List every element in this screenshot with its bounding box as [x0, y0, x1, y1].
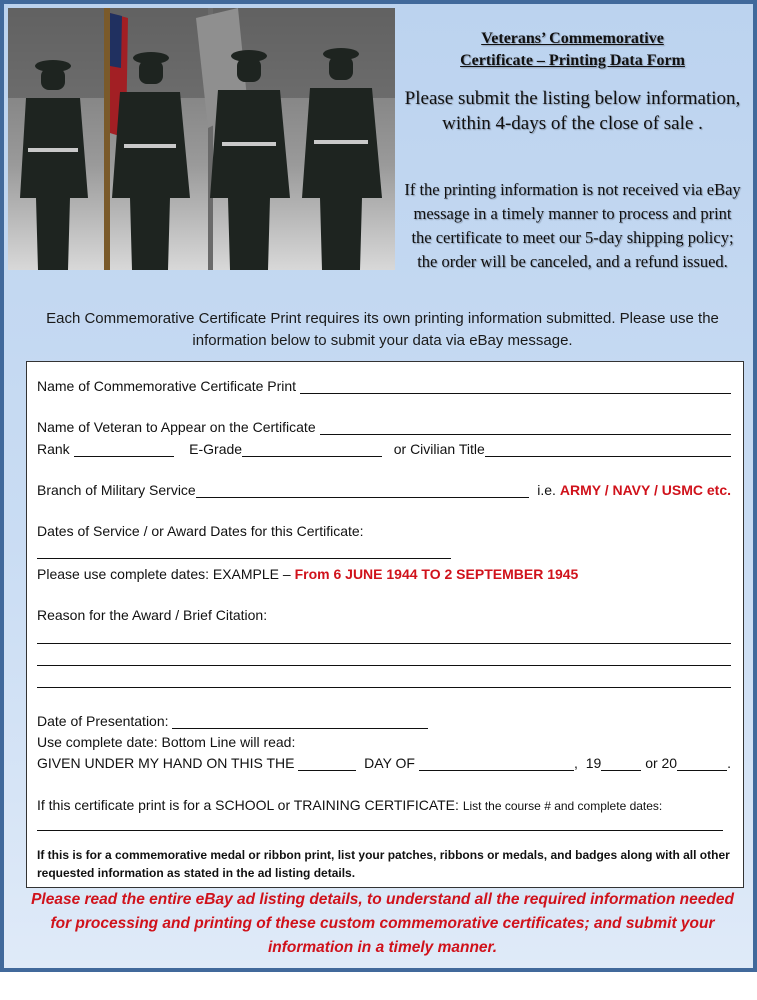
month-field[interactable] — [419, 757, 574, 771]
presentation-label: Date of Presentation: — [37, 713, 169, 729]
reason-line[interactable] — [37, 643, 731, 644]
year-20-field[interactable] — [677, 757, 727, 771]
branch-example: ARMY / NAVY / USMC etc. — [559, 482, 731, 498]
cert-name-field[interactable] — [300, 380, 731, 394]
branch-label: Branch of Military Service — [37, 482, 196, 498]
rank-label: Rank — [37, 441, 70, 457]
honor-guard-photo — [8, 8, 395, 270]
comma: , — [574, 755, 578, 771]
page-title — [404, 28, 741, 72]
year-19-label: 19 — [585, 755, 602, 771]
rank-field[interactable] — [74, 443, 174, 457]
school-label: If this certificate print is for a SCHOOL or TRAINING CERTIFICATE: — [37, 797, 459, 813]
school-hint: List the course # and complete dates: — [462, 799, 663, 813]
reason-line[interactable] — [37, 665, 731, 666]
branch-ie: i.e. — [537, 482, 556, 498]
egrade-field[interactable] — [242, 443, 382, 457]
title-line-1: Veterans’ Commemorative — [481, 30, 664, 47]
cert-name-label: Name of Commemorative Certificate Print — [37, 378, 297, 394]
dates-field[interactable] — [37, 558, 451, 559]
egrade-label: E-Grade — [189, 441, 243, 457]
school-field[interactable] — [37, 830, 723, 831]
intro-text: Each Commemorative Certificate Print requires its own printing information submitted. Please use the information below to submit your data via eBay message. — [46, 310, 719, 349]
civilian-title-field[interactable] — [485, 443, 731, 457]
given-label: GIVEN UNDER MY HAND ON THIS THE — [37, 755, 295, 771]
footer-warning: Please read the entire eBay ad listing details, to understand all the required information needed for processing and printing of these custom commemorative certificates; and submit your information in a timely manner. — [31, 891, 734, 956]
veteran-name-label: Name of Veteran to Appear on the Certificate — [37, 419, 316, 435]
dates-hint: Please use complete dates: EXAMPLE – — [37, 566, 291, 582]
reason-label: Reason for the Award / Brief Citation: — [37, 607, 268, 623]
medal-note: If this is for a commemorative medal or ribbon print, list your patches, ribbons or medals, and badges along with all other requested information as stated in the ad listing details. — [37, 848, 730, 880]
veteran-name-field[interactable] — [320, 421, 731, 435]
day-of-label: DAY OF — [364, 755, 415, 771]
submit-instruction: Please submit the listing below information, within 4-days of the close of sale . — [404, 88, 741, 134]
form-box — [26, 361, 744, 888]
shipping-notice: If the printing information is not received via eBay message in a timely manner to process and print the certificate to meet our 5-day shipping policy; the order will be canceled, and a refund issued. — [404, 180, 741, 271]
presentation-field[interactable] — [172, 715, 428, 729]
title-line-2: Certificate – Printing Data Form — [460, 52, 685, 69]
reason-line[interactable] — [37, 687, 731, 688]
bottom-line-label: Use complete date: Bottom Line will read: — [37, 734, 296, 750]
dates-label: Dates of Service / or Award Dates for this Certificate: — [37, 523, 364, 539]
civilian-title-label: or Civilian Title — [393, 441, 485, 457]
dates-example: From 6 JUNE 1944 TO 2 SEPTEMBER 1945 — [294, 566, 579, 582]
branch-field[interactable] — [196, 484, 530, 498]
year-19-field[interactable] — [601, 757, 641, 771]
year-20-label: or 20 — [645, 755, 678, 771]
day-field[interactable] — [298, 757, 356, 771]
period: . — [727, 755, 731, 771]
